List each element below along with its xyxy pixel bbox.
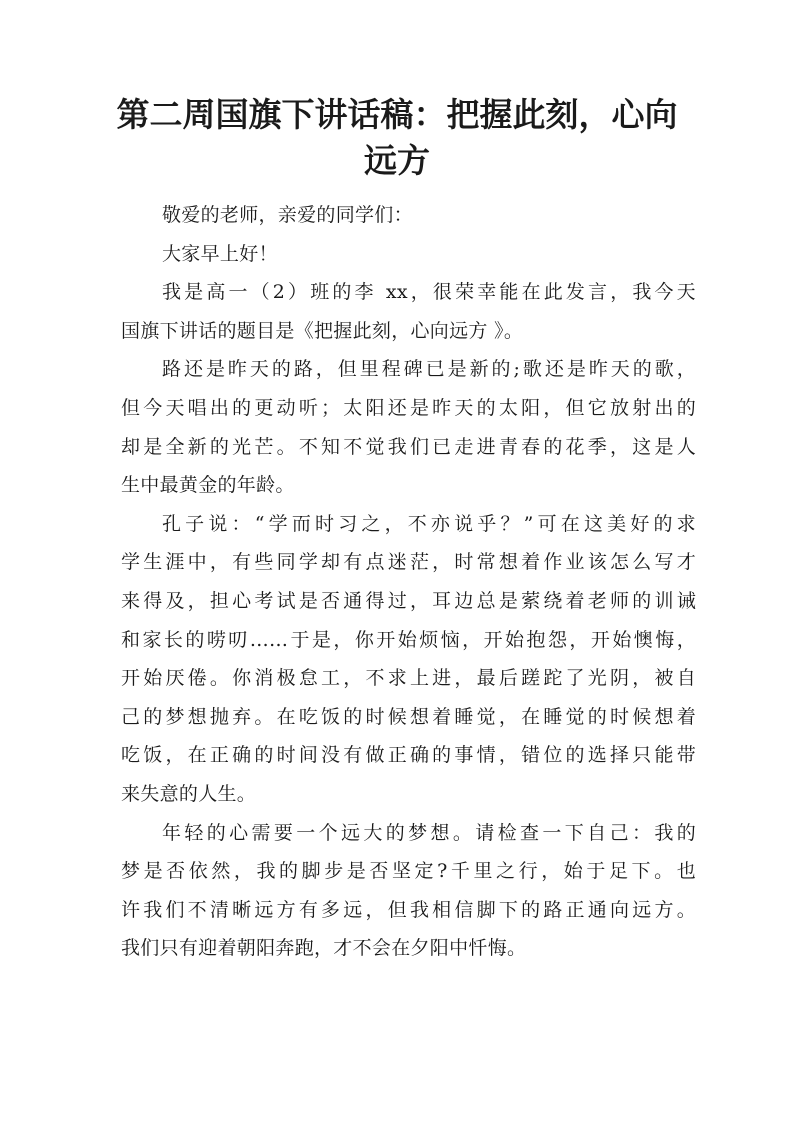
text-line: 大家早上好！ <box>162 242 278 265</box>
title-line: 第二周国旗下讲话稿：把握此刻，心向 <box>116 95 678 134</box>
text-line: 和家长的唠叨……于是，你开始烦恼，开始抱怨，开始懊悔， <box>121 628 696 651</box>
text-line: 年轻的心需要一个远大的梦想。请检查一下自己：我的 <box>162 821 696 844</box>
paragraph <box>121 196 696 235</box>
text-line: 己的梦想抛弃。在吃饭的时候想着睡觉，在睡觉的时候想着 <box>121 705 696 728</box>
paragraph <box>121 235 696 274</box>
text-line: 来失意的人生。 <box>121 782 257 805</box>
paragraph <box>121 273 696 350</box>
text-line: 但今天唱出的更动听；太阳还是昨天的太阳，但它放射出的 <box>121 396 696 419</box>
paragraph <box>121 814 696 968</box>
text-line: 我们只有迎着朝阳奔跑，才不会在夕阳中忏悔。 <box>121 937 527 960</box>
paragraph <box>121 505 696 814</box>
text-line: 路还是昨天的路，但里程碑已是新的;歌还是昨天的歌， <box>162 358 696 381</box>
text-line: 学生涯中，有些同学却有点迷茫，时常想着作业该怎么写才 <box>121 551 696 574</box>
text-line: 却是全新的光芒。不知不觉我们已走进青春的花季，这是人 <box>121 435 696 458</box>
document-title <box>100 92 694 184</box>
text-line: 来得及，担心考试是否通得过，耳边总是萦绕着老师的训诫 <box>121 589 696 612</box>
text-line: 许我们不清晰远方有多远，但我相信脚下的路正通向远方。 <box>121 898 696 921</box>
text-line: 孔子说：“学而时习之，不亦说乎？”可在这美好的求 <box>162 512 696 535</box>
text-line: 开始厌倦。你消极怠工，不求上进，最后蹉跎了光阴，被自 <box>121 667 696 690</box>
text-line: 我是高一（2）班的李 xx，很荣幸能在此发言，我今天 <box>162 281 696 304</box>
title-line: 远方 <box>364 141 430 180</box>
text-line: 国旗下讲话的题目是《把握此刻，心向远方 》。 <box>121 319 524 342</box>
text-line: 生中最黄金的年龄。 <box>121 474 295 497</box>
text-line: 梦是否依然，我的脚步是否坚定?千里之行，始于足下。也 <box>121 860 696 883</box>
document-body <box>121 196 696 968</box>
text-line: 吃饭，在正确的时间没有做正确的事情，错位的选择只能带 <box>121 744 696 767</box>
text-line: 敬爱的老师，亲爱的同学们： <box>162 204 413 226</box>
paragraph <box>121 350 696 504</box>
